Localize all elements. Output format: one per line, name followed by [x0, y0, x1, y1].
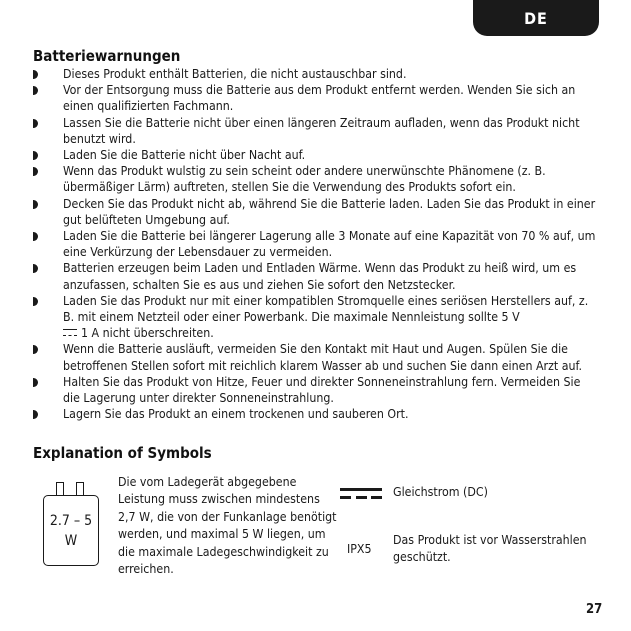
- bullet-icon: [33, 86, 38, 95]
- charger-description: Die vom Ladegerät abgegebene Leistung muss zwischen mindestens 2,7 W, die von der Funkanlage benötigt werden, und maximal 5 W liegen, um die maximale Ladegeschwindigkeit zu erreichen.: [118, 475, 337, 577]
- list-item: Wenn das Produkt wulstig zu sein scheint oder andere unerwünschte Phänomene (z. B. übermäßiger Lärm) auftreten, stellen Sie die Verwendung des Produkts sofort ein.: [31, 163, 597, 195]
- dc-inline-icon: [63, 329, 77, 336]
- dc-symbol-icon: [340, 488, 382, 500]
- charger-unit: W: [64, 532, 78, 549]
- charger-range: 2.7 – 5: [49, 512, 93, 529]
- bullet-icon: [33, 70, 38, 79]
- bullet-icon: [33, 345, 38, 354]
- list-item: Wenn die Batterie ausläuft, vermeiden Sie den Kontakt mit Haut und Augen. Spülen Sie die betroffenen Stellen sofort mit reichlich klarem Wasser ab und suchen Sie dann einen Arzt auf.: [31, 341, 597, 373]
- list-item: Laden Sie das Produkt nur mit einer kompatiblen Stromquelle eines seriösen Herstellers auf, z. B. mit einem Netzteil oder einer Powerbank. Die maximale Nennleistung sollte 5 V 1 A nicht überschreiten.: [31, 293, 597, 342]
- list-item: Batterien erzeugen beim Laden und Entladen Wärme. Wenn das Produkt zu heiß wird, um es anzufassen, schalten Sie es aus und ziehen Sie sofort den Netzstecker.: [31, 260, 597, 292]
- language-label: DE: [524, 8, 548, 28]
- page-number: 27: [586, 602, 603, 617]
- bullet-icon: [33, 297, 38, 306]
- charger-body: [43, 495, 99, 566]
- battery-warnings-title: Batteriewarnungen: [33, 47, 181, 65]
- list-item: Lagern Sie das Produkt an einem trockenen und sauberen Ort.: [31, 406, 597, 422]
- charger-icon: [43, 482, 99, 566]
- charger-prong-left: [56, 482, 64, 496]
- list-item: Laden Sie die Batterie nicht über Nacht auf.: [31, 147, 597, 163]
- bullet-icon: [33, 119, 38, 128]
- list-item: Decken Sie das Produkt nicht ab, während Sie die Batterie laden. Laden Sie das Produkt in einer gut belüfteten Umgebung auf.: [31, 196, 597, 228]
- dc-description: Gleichstrom (DC): [393, 485, 488, 499]
- bullet-icon: [33, 264, 38, 273]
- bullet-icon: [33, 200, 38, 209]
- bullet-icon: [33, 410, 38, 419]
- battery-warnings-list: [31, 66, 597, 422]
- charger-prong-right: [76, 482, 84, 496]
- bullet-icon: [33, 378, 38, 387]
- list-item: Dieses Produkt enthält Batterien, die nicht austauschbar sind.: [31, 66, 597, 82]
- symbols-title: Explanation of Symbols: [33, 444, 212, 462]
- list-item: Lassen Sie die Batterie nicht über einen längeren Zeitraum aufladen, wenn das Produkt nicht benutzt wird.: [31, 115, 597, 147]
- list-item: Laden Sie die Batterie bei längerer Lagerung alle 3 Monate auf eine Kapazität von 70 % auf, um eine Verkürzung der Lebensdauer zu vermeiden.: [31, 228, 597, 260]
- language-tab: [473, 0, 599, 36]
- bullet-icon: [33, 151, 38, 160]
- bullet-icon: [33, 232, 38, 241]
- list-item: Vor der Entsorgung muss die Batterie aus dem Produkt entfernt werden. Wenden Sie sich an einen qualifizierten Fachmann.: [31, 82, 597, 114]
- bullet-icon: [33, 167, 38, 176]
- ipx5-label: IPX5: [347, 542, 372, 556]
- ipx5-description: Das Produkt ist vor Wasserstrahlen geschützt.: [393, 533, 587, 565]
- list-item: Halten Sie das Produkt von Hitze, Feuer und direkter Sonneneinstrahlung fern. Vermeiden Sie die Lagerung unter direkter Sonneneinstrahlung.: [31, 374, 597, 406]
